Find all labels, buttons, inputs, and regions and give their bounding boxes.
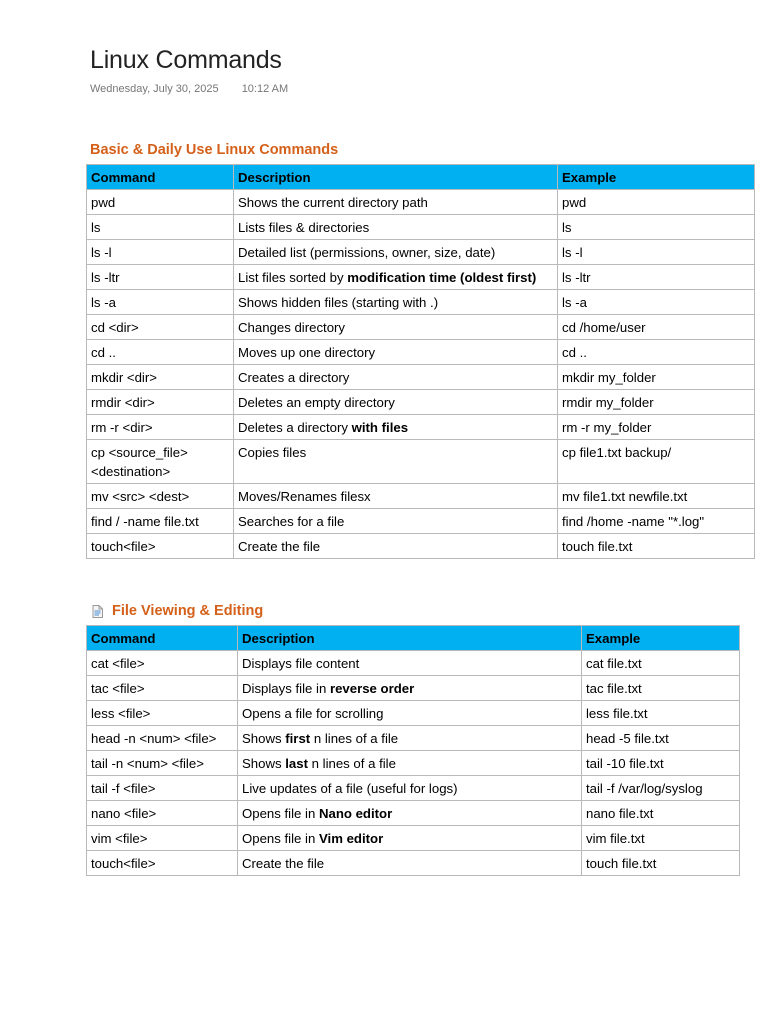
command-cell: tail -f <file>: [87, 776, 238, 801]
command-cell: rmdir <dir>: [87, 390, 234, 415]
table-row: [87, 290, 755, 315]
description-text: n lines of a file: [307, 756, 396, 771]
example-cell: tac file.txt: [582, 676, 740, 701]
description-text: Lists files & directories: [238, 220, 370, 235]
description-cell: [234, 365, 558, 390]
column-header: Example: [558, 165, 755, 190]
column-header: Example: [582, 626, 740, 651]
command-cell: less <file>: [87, 701, 238, 726]
command-cell: rm -r <dir>: [87, 415, 234, 440]
command-cell: cd <dir>: [87, 315, 234, 340]
page-time: 10:12 AM: [241, 83, 289, 95]
description-text: n lines of a file: [310, 731, 399, 746]
description-text: Moves/Renames filesx: [238, 489, 371, 504]
example-cell: nano file.txt: [582, 801, 740, 826]
description-cell: [238, 826, 582, 851]
example-cell: mkdir my_folder: [558, 365, 755, 390]
table-row: [87, 390, 755, 415]
command-cell: ls -l: [87, 240, 234, 265]
example-cell: cd /home/user: [558, 315, 755, 340]
command-cell: mv <src> <dest>: [87, 484, 234, 509]
example-cell: less file.txt: [582, 701, 740, 726]
example-cell: ls -ltr: [558, 265, 755, 290]
description-cell: [238, 776, 582, 801]
section-heading-basic: Basic & Daily Use Linux Commands: [90, 142, 339, 158]
description-text: Live updates of a file (useful for logs): [242, 781, 458, 796]
description-cell: [238, 726, 582, 751]
table-row: [87, 776, 740, 801]
command-cell: mkdir <dir>: [87, 365, 234, 390]
table-row: [87, 676, 740, 701]
example-cell: tail -f /var/log/syslog: [582, 776, 740, 801]
description-cell: [238, 676, 582, 701]
example-cell: rm -r my_folder: [558, 415, 755, 440]
table-row: [87, 851, 740, 876]
description-text: List files sorted by: [238, 270, 348, 285]
command-cell: ls: [87, 215, 234, 240]
example-cell: touch file.txt: [582, 851, 740, 876]
description-bold-text: Vim editor: [318, 831, 384, 846]
command-cell: tail -n <num> <file>: [87, 751, 238, 776]
table-row: [87, 240, 755, 265]
description-cell: [234, 440, 558, 484]
table-row: [87, 651, 740, 676]
column-header: Description: [234, 165, 558, 190]
table-row: [87, 340, 755, 365]
description-text: Creates a directory: [238, 370, 350, 385]
description-text: Shows: [242, 731, 286, 746]
description-text: Opens a file for scrolling: [242, 706, 384, 721]
command-cell: tac <file>: [87, 676, 238, 701]
column-header: Command: [87, 626, 238, 651]
description-text: Copies files: [238, 445, 307, 460]
file-viewing-table: [86, 625, 740, 876]
description-text: Shows the current directory path: [238, 195, 428, 210]
table-row: [87, 215, 755, 240]
example-cell: ls: [558, 215, 755, 240]
table-row: [87, 440, 755, 484]
command-cell: cd ..: [87, 340, 234, 365]
command-cell: pwd: [87, 190, 234, 215]
description-cell: [234, 265, 558, 290]
description-bold-text: with files: [351, 420, 409, 435]
description-text: Shows hidden files (starting with .): [238, 295, 439, 310]
description-text: Searches for a file: [238, 514, 345, 529]
command-cell: ls -a: [87, 290, 234, 315]
description-cell: [234, 315, 558, 340]
description-cell: [234, 290, 558, 315]
page-title: Linux Commands: [90, 46, 282, 74]
table-row: [87, 190, 755, 215]
command-cell: find / -name file.txt: [87, 509, 234, 534]
description-cell: [238, 701, 582, 726]
example-cell: cp file1.txt backup/: [558, 440, 755, 484]
description-text: Deletes a directory: [238, 420, 352, 435]
description-cell: [238, 651, 582, 676]
description-text: Deletes an empty directory: [238, 395, 395, 410]
description-bold-text: first: [285, 731, 311, 746]
command-cell: touch<file>: [87, 851, 238, 876]
example-cell: find /home -name "*.log": [558, 509, 755, 534]
section-heading-label: File Viewing & Editing: [112, 603, 264, 619]
description-cell: [238, 851, 582, 876]
table-header-row: [87, 165, 755, 190]
table-row: [87, 484, 755, 509]
description-text: Moves up one directory: [238, 345, 376, 360]
example-cell: ls -l: [558, 240, 755, 265]
example-cell: cat file.txt: [582, 651, 740, 676]
example-cell: pwd: [558, 190, 755, 215]
description-cell: [234, 415, 558, 440]
description-cell: [234, 534, 558, 559]
example-cell: rmdir my_folder: [558, 390, 755, 415]
description-bold-text: modification time (oldest first): [347, 270, 537, 285]
description-cell: [238, 801, 582, 826]
description-text: Detailed list (permissions, owner, size, date): [238, 245, 496, 260]
table-row: [87, 701, 740, 726]
description-text: Opens file in: [242, 806, 319, 821]
table-row: [87, 365, 755, 390]
description-cell: [234, 484, 558, 509]
example-cell: touch file.txt: [558, 534, 755, 559]
description-text: Opens file in: [242, 831, 319, 846]
description-text: Create the file: [238, 539, 321, 554]
description-text: Displays file content: [242, 656, 360, 671]
example-cell: tail -10 file.txt: [582, 751, 740, 776]
table-header-row: [87, 626, 740, 651]
description-text: Shows: [242, 756, 286, 771]
example-cell: head -5 file.txt: [582, 726, 740, 751]
description-text: Displays file in: [242, 681, 330, 696]
command-cell: nano <file>: [87, 801, 238, 826]
table-row: [87, 415, 755, 440]
table-row: [87, 751, 740, 776]
command-cell: cp <source_file> <destination>: [87, 440, 234, 484]
section-heading-file-viewing: [92, 603, 263, 619]
description-cell: [234, 240, 558, 265]
description-cell: [234, 390, 558, 415]
table-row: [87, 265, 755, 290]
description-cell: [234, 215, 558, 240]
table-row: [87, 726, 740, 751]
command-cell: head -n <num> <file>: [87, 726, 238, 751]
column-header: Command: [87, 165, 234, 190]
description-bold-text: last: [285, 756, 308, 771]
example-cell: vim file.txt: [582, 826, 740, 851]
description-cell: [238, 751, 582, 776]
page-meta: [90, 83, 288, 95]
description-bold-text: reverse order: [329, 681, 415, 696]
example-cell: cd ..: [558, 340, 755, 365]
column-header: Description: [238, 626, 582, 651]
table-row: [87, 801, 740, 826]
example-cell: ls -a: [558, 290, 755, 315]
description-text: Changes directory: [238, 320, 346, 335]
description-cell: [234, 509, 558, 534]
command-cell: touch<file>: [87, 534, 234, 559]
basic-commands-table: [86, 164, 755, 559]
page-date: Wednesday, July 30, 2025: [90, 83, 219, 95]
command-cell: cat <file>: [87, 651, 238, 676]
command-cell: vim <file>: [87, 826, 238, 851]
description-cell: [234, 190, 558, 215]
description-text: Create the file: [242, 856, 325, 871]
document-icon: [92, 605, 103, 618]
example-cell: mv file1.txt newfile.txt: [558, 484, 755, 509]
table-row: [87, 509, 755, 534]
table-row: [87, 534, 755, 559]
table-row: [87, 315, 755, 340]
command-cell: ls -ltr: [87, 265, 234, 290]
description-bold-text: Nano editor: [318, 806, 393, 821]
description-cell: [234, 340, 558, 365]
table-row: [87, 826, 740, 851]
